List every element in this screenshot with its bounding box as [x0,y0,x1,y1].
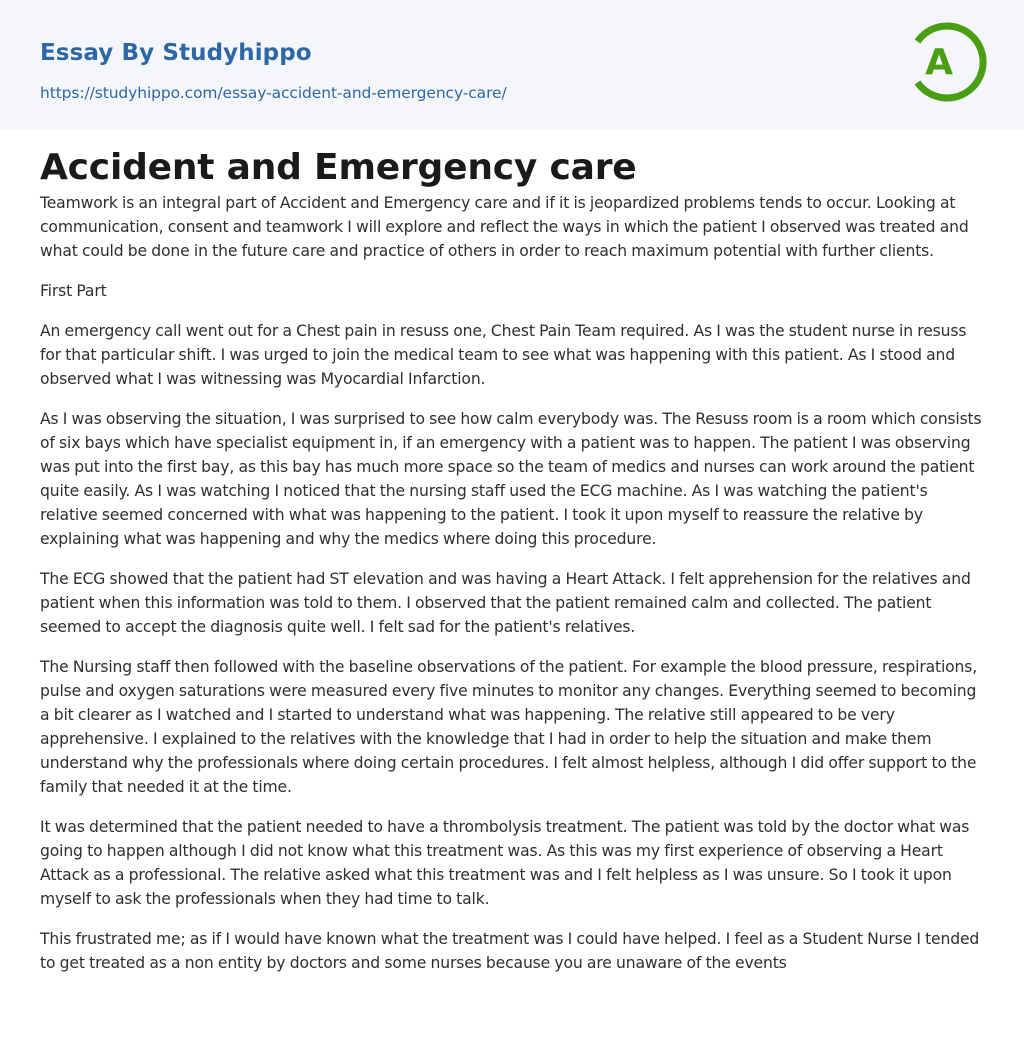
essay-url-link[interactable]: https://studyhippo.com/essay-accident-and-emergency-care/ [40,84,507,102]
essay-paragraph: An emergency call went out for a Chest pain in resuss one, Chest Pain Team required. As I was the student nurse in resuss for that particular shift. I was urged to join the medical team to see what was happening with this patient. As I stood and observed what I was witnessing was Myocardial Infarction. [40,322,967,388]
studyhippo-logo-icon[interactable] [906,20,988,104]
essay-content [0,146,1024,975]
essay-paragraph: This frustrated me; as if I would have known what the treatment was I could have helped. I feel as a Student Nurse I tended to get treated as a non entity by doctors and some nurses because you are unaware of the events [40,930,980,972]
brand-title[interactable]: Essay By Studyhippo [40,40,312,66]
section-heading-first-part: First Part [40,282,107,300]
essay-paragraph: Teamwork is an integral part of Accident and Emergency care and if it is jeopardized problems tends to occur. Looking at communication, consent and teamwork I will explore and reflect the ways in which the patient I observed was treated and what could be done in the future care and practice of others in order to reach maximum potential with further clients. [40,194,969,260]
essay-paragraph: The ECG showed that the patient had ST elevation and was having a Heart Attack. I felt apprehension for the relatives and patient when this information was told to them. I observed that the patient remained calm and collected. The patient seemed to accept the diagnosis quite well. I felt sad for the patient's relatives. [40,570,971,636]
essay-paragraph: It was determined that the patient needed to have a thrombolysis treatment. The patient was told by the doctor what was going to happen although I did not know what this treatment was. As this was my first experience of observing a Heart Attack as a professional. The relative asked what this treatment was and I felt helpless as I was unsure. So I took it upon myself to ask the professionals when they had time to talk. [40,818,970,908]
page-title: Accident and Emergency care [40,147,637,188]
logo-letter: A [925,42,953,83]
essay-paragraph: The Nursing staff then followed with the baseline observations of the patient. For example the blood pressure, respirations, pulse and oxygen saturations were measured every five minutes to monitor any changes. Everything seemed to becoming a bit clearer as I watched and I started to understand what was happening. The relative still appeared to be very apprehensive. I explained to the relatives with the knowledge that I had in order to help the situation and make them understand why the professionals where doing certain procedures. I felt almost helpless, although I did offer support to the family that needed it at the time. [40,658,978,796]
essay-paragraph: As I was observing the situation, I was surprised to see how calm everybody was. The Resuss room is a room which consists of six bays which have specialist equipment in, if an emergency with a patient was to happen. The patient I was observing was put into the first bay, as this bay has much more space so the team of medics and nurses can work around the patient quite easily. As I was watching I noticed that the nursing staff used the ECG machine. As I was watching the patient's relative seemed concerned with what was happening to the patient. I took it upon myself to reassure the relative by explaining what was happening and why the medics where doing this procedure. [40,410,982,548]
site-header [0,0,1024,129]
